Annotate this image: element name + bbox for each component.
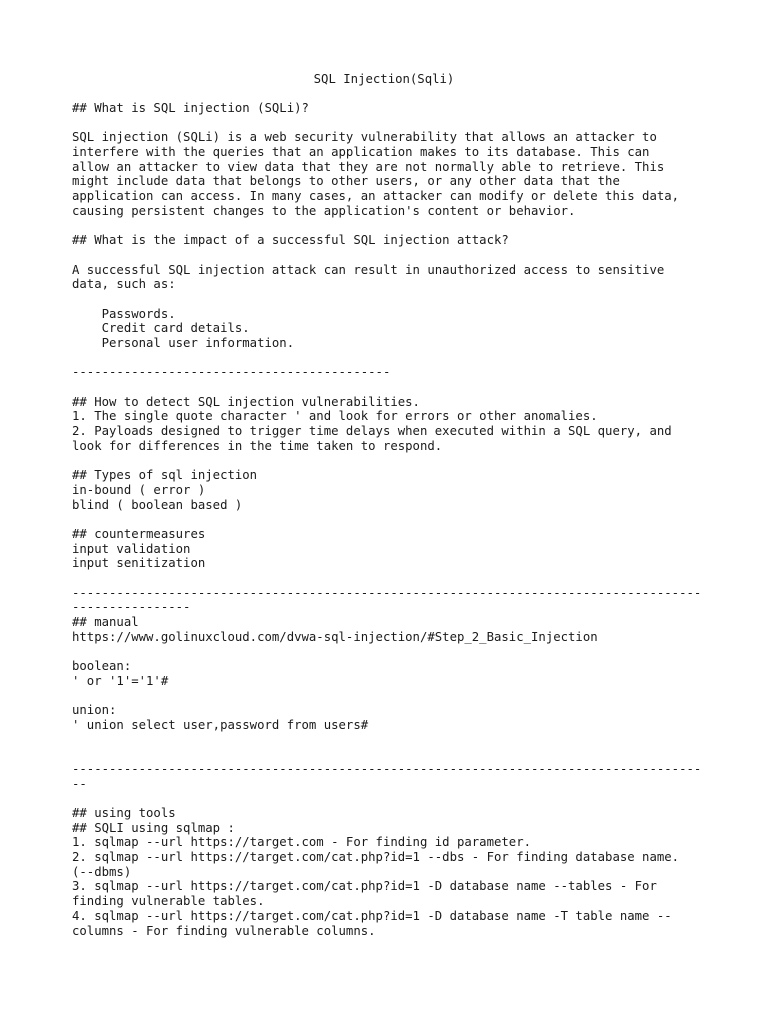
document-line: [72, 351, 712, 366]
document-line: ## What is SQL injection (SQLi)?: [72, 101, 309, 115]
document-line: SQL injection (SQLi) is a web security vulnerability that allows an attacker to: [72, 130, 657, 145]
document-line: might include data that belongs to other users, or any other data that the: [72, 174, 620, 189]
document-line: ' or '1'='1'#: [72, 673, 169, 688]
document-line: -------------------------------------------: [72, 365, 391, 380]
document-line: ----------------: [72, 600, 191, 615]
document-line: causing persistent changes to the application's content or behavior.: [72, 203, 576, 218]
document-line: [72, 791, 712, 806]
document-line: in-bound ( error ): [72, 482, 206, 497]
document-line: ## SQLI using sqlmap :: [72, 820, 235, 835]
document-line: Passwords.: [72, 306, 176, 321]
document-line: application can access. In many cases, an attacker can modify or delete this data,: [72, 189, 680, 204]
document-line: [72, 571, 712, 586]
document-line: allow an attacker to view data that they are not normally able to retrieve. This: [72, 159, 665, 174]
document-line: [72, 733, 712, 748]
document-line: 3. sqlmap --url https://target.com/cat.php?id=1 -D database name --tables - For: [72, 879, 657, 894]
document-line: columns - For finding vulnerable columns.: [72, 923, 376, 938]
document-line: Personal user information.: [72, 336, 295, 350]
document-line: --: [72, 776, 87, 791]
document-line: ' union select user,password from users#: [72, 717, 369, 732]
document-line: [72, 292, 712, 307]
document-line: look for differences in the time taken to respond.: [72, 438, 443, 453]
document-line: data, such as:: [72, 277, 176, 292]
document-line: finding vulnerable tables.: [72, 894, 265, 909]
document-line: -------------------------------------------------------------------------------------: [72, 761, 702, 776]
document-line: [72, 689, 712, 704]
document-line: ## countermeasures: [72, 526, 206, 541]
document-line: -------------------------------------------------------------------------------------: [72, 585, 702, 600]
document-line: [72, 248, 712, 263]
document-line: [72, 644, 712, 659]
document-body: [72, 101, 712, 938]
document-line: interfere with the queries that an application makes to its database. This can: [72, 145, 650, 160]
document-line: [72, 512, 712, 527]
document-line: 2. Payloads designed to trigger time delays when executed within a SQL query, and: [72, 424, 672, 439]
document-line: ## manual: [72, 615, 139, 630]
document-line: boolean:: [72, 659, 132, 674]
document-line: [72, 116, 712, 131]
document-title: SQL Injection(Sqli): [313, 72, 455, 86]
document-line: https://www.golinuxcloud.com/dvwa-sql-injection/#Step_2_Basic_Injection: [72, 629, 598, 644]
document-line: Credit card details.: [72, 321, 250, 336]
document-line: ## Types of sql injection: [72, 468, 258, 483]
document-line: input validation: [72, 541, 191, 556]
document-line: blind ( boolean based ): [72, 497, 243, 512]
document-line: [72, 747, 712, 762]
document-line: input senitization: [72, 556, 206, 571]
document-line: 1. sqlmap --url https://target.com - For finding id parameter.: [72, 835, 532, 850]
document-line: [72, 219, 712, 234]
document-line: 1. The single quote character ' and look for errors or other anomalies.: [72, 409, 598, 424]
document-line: (--dbms): [72, 864, 132, 879]
document-line: ## What is the impact of a successful SQL injection attack?: [72, 233, 509, 248]
document-line: [72, 380, 712, 395]
document-line: 4. sqlmap --url https://target.com/cat.php?id=1 -D database name -T table name --: [72, 908, 672, 923]
document-line: union:: [72, 703, 117, 718]
document-line: ## using tools: [72, 806, 176, 820]
document-line: A successful SQL injection attack can result in unauthorized access to sensitive: [72, 262, 665, 277]
document-line: 2. sqlmap --url https://target.com/cat.php?id=1 --dbs - For finding database name.: [72, 850, 680, 865]
document-line: ## How to detect SQL injection vulnerabilities.: [72, 394, 420, 409]
document-line: [72, 454, 712, 469]
